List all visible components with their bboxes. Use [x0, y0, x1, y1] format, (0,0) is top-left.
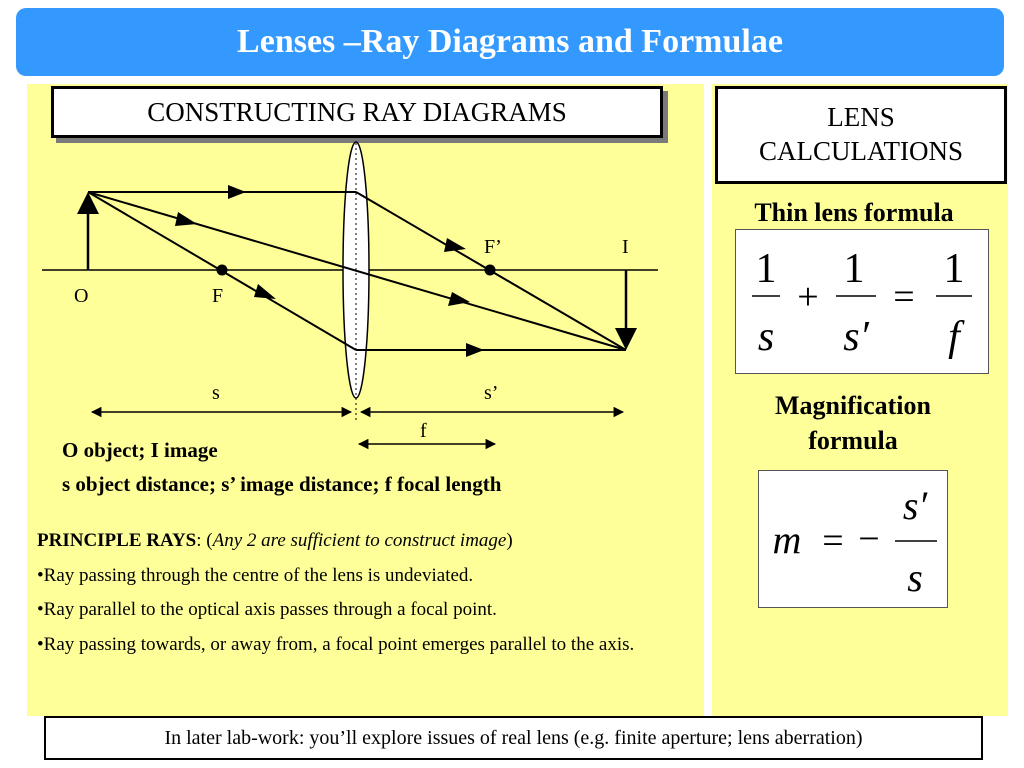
magnification-formula: [758, 470, 948, 608]
mag-num: s′: [902, 483, 928, 528]
ray-arrowhead: [466, 343, 484, 357]
label-f: f: [420, 420, 427, 442]
d2: s′: [843, 314, 869, 360]
lens-calculations-text: LENS CALCULATIONS: [758, 102, 963, 166]
m: m: [772, 517, 802, 562]
label-F-prime: F’: [484, 236, 502, 258]
ray-rule-1: •Ray passing through the centre of the lens is undeviated.: [37, 564, 474, 586]
constructing-heading: CONSTRUCTING RAY DIAGRAMS: [51, 86, 663, 138]
thin-lens-title: Thin lens formula: [754, 198, 954, 227]
focal-point-F: [217, 265, 228, 276]
ray-arrowhead: [254, 284, 276, 299]
label-F: F: [212, 285, 224, 307]
d1: s: [757, 314, 775, 360]
label-O: O: [74, 285, 89, 307]
plus: +: [797, 276, 819, 318]
label-s-prime: s’: [484, 382, 499, 404]
n1: 1: [755, 246, 777, 292]
footer-note: In later lab-work: you’ll explore issues of real lens (e.g. finite aperture; lens aberration): [44, 716, 983, 760]
principle-rays: [37, 528, 697, 658]
minus: −: [858, 518, 880, 560]
ray-arrowhead: [444, 238, 466, 252]
magnification-equation: [759, 471, 947, 607]
caption-line-2: s object distance; s’ image distance; f focal length: [62, 472, 502, 496]
ray-rule-2: •Ray parallel to the optical axis passes through a focal point.: [37, 599, 497, 621]
mag-eq: =: [822, 520, 844, 562]
page-title: Lenses –Ray Diagrams and Formulae: [237, 23, 783, 60]
principle-heading: PRINCIPLE RAYS: (Any 2 are sufficient to construct image): [37, 530, 513, 551]
eq: =: [893, 276, 915, 318]
magnification-title: Magnification formula: [775, 391, 931, 456]
thin-lens-equation: [736, 230, 988, 373]
ray-rule-3: •Ray passing towards, or away from, a focal point emerges parallel to the axis.: [37, 633, 635, 655]
ray-arrowhead: [228, 185, 246, 199]
caption-line-1: O object; I image: [62, 438, 218, 462]
n2: 1: [843, 246, 865, 292]
principle-title: PRINCIPLE RAYS: [37, 530, 197, 551]
thin-lens-formula: [735, 229, 989, 374]
d3: f: [948, 314, 960, 360]
label-s: s: [212, 382, 220, 404]
label-I: I: [622, 236, 629, 258]
principle-note: Any 2 are sufficient to construct image: [212, 530, 507, 551]
n3: 1: [943, 246, 965, 292]
ray-arrowhead: [175, 212, 197, 226]
mag-den: s: [907, 555, 923, 600]
focal-point-F-prime: [485, 265, 496, 276]
